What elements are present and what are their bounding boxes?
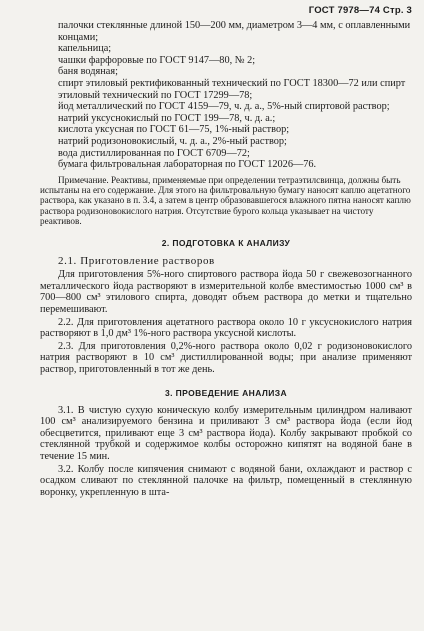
reagent-item: кислота уксусная по ГОСТ 61—75, 1%-ный раствор;	[58, 124, 290, 136]
page-content	[40, 20, 412, 499]
reagent-item: баня водяная;	[58, 66, 118, 78]
reagent-item: натрий уксуснокислый по ГОСТ 199—78, ч. д. а.;	[58, 112, 276, 124]
section-2-paragraph: 2.2. Для приготовления ацетатного раствора около 10 г уксуснокислого натрия растворяют в 1,0 дм³ 1%-ного раствора уксусной кислоты.	[40, 316, 412, 340]
section-2-title: 2. ПОДГОТОВКА К АНАЛИЗУ	[161, 238, 291, 249]
reagent-item: чашки фарфоровые по ГОСТ 9147—80, № 2;	[58, 54, 256, 66]
page-header: ГОСТ 7978—74 Стр. 3	[308, 5, 412, 16]
note-paragraph: Примечание. Реактивы, применяемые при определении тетраэтилсвинца, должны быть испытаны на его содержание. Для этого на фильтровальную бумагу наносят каплю ацетатного раствора, как указано в п. 3.4, а затем в центр образовавшегося влажного пятна наносят каплю раствора родизоновокислого натрия. Отсутствие бурого кольца указывает на чистоту реактивов.	[40, 174, 411, 226]
section-3-paragraph: 3.1. В чистую сухую коническую колбу измерительным цилиндром наливают 100 см³ анализируемого бензина и приливают 3 см³ раствора йода (если йод обесцветится, приливают еще 3 см³ раствора йода). Колбу закрывают пробкой со стеклянной трубкой и содержимое колбы осторожно кипятят на водяной бане в течение 15 мин.	[40, 404, 412, 462]
reagent-item: натрий родизоновокислый, ч. д. а., 2%-ный раствор;	[58, 135, 287, 147]
section-2-paragraph: 2.3. Для приготовления 0,2%-ного раствора около 0,02 г родизоновокислого натрия растворяют в 10 см³ дистиллированной воды; при анализе применяют раствор, приготовленный в тот же день.	[40, 340, 412, 375]
section-3-title: 3. ПРОВЕДЕНИЕ АНАЛИЗА	[165, 387, 287, 398]
reagent-item: бумага фильтровальная лабораторная по ГОСТ 12026—76.	[58, 159, 317, 171]
reagent-item: йод металлический по ГОСТ 4159—79, ч. д. а., 5%-ный спиртовой раствор;	[58, 101, 390, 113]
reagent-item: спирт этиловый ректификованный технический по ГОСТ 18300—72 или спирт этиловый технический по ГОСТ 17299—78;	[58, 77, 406, 101]
reagent-list	[40, 20, 412, 171]
section-3-paragraph: 3.2. Колбу после кипячения снимают с водяной бани, охлаждают и раствор с осадком сливают по стеклянной палочке на фильтр, помещенный в стеклянную воронку, укрепленную в шта-	[40, 463, 412, 498]
reagent-item: капельница;	[58, 43, 112, 55]
reagent-item: вода дистиллированная по ГОСТ 6709—72;	[58, 147, 250, 159]
section-2-paragraph: Для приготовления 5%-ного спиртового раствора йода 50 г свежевозогнанного металлического йода растворяют в измерительной колбе вместимостью 1000 см³ в 700—800 см³ этилового спирта, доводят объем раствора до метки и тщательно перемешивают.	[40, 269, 412, 315]
section-2-subheading: 2.1. Приготовление растворов	[58, 255, 215, 268]
reagent-item: палочки стеклянные длиной 150—200 мм, диаметром 3—4 мм, с оплавленными концами;	[58, 20, 411, 43]
